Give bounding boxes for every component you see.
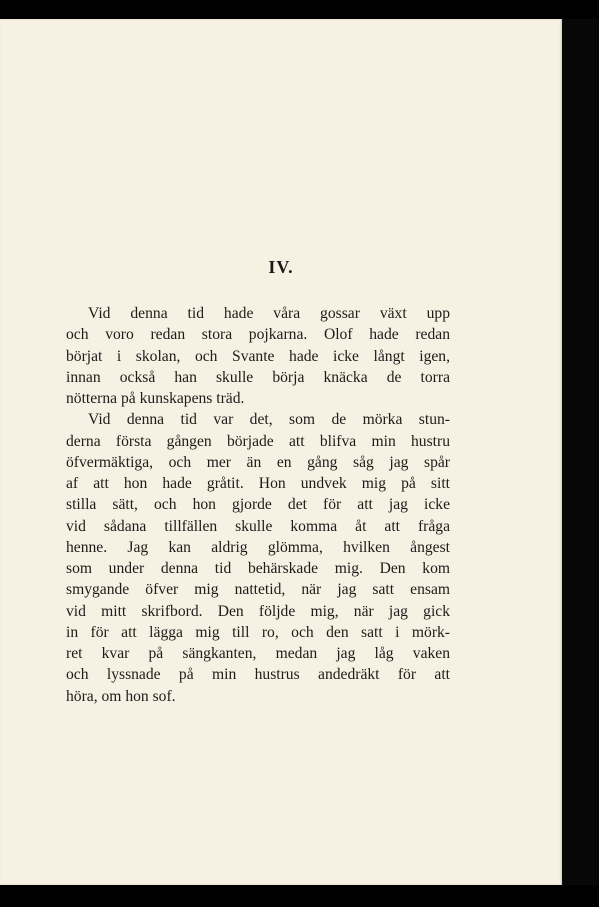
page-edge-shadow	[562, 19, 599, 885]
text-line: Vid denna tid var det, som de mörka stun-	[88, 411, 450, 429]
text-line: och lyssnade på min hustrus andedräkt för att	[66, 666, 450, 684]
text-line: in för att lägga mig till ro, och den satt i mörk-	[66, 623, 450, 641]
text-line: derna första gången började att blifva min hustru	[66, 432, 450, 450]
book-page	[0, 19, 562, 885]
text-line: innan också han skulle börja knäcka de torra	[66, 368, 450, 386]
text-line: börjat i skolan, och Svante hade icke långt igen,	[66, 347, 450, 365]
chapter-heading: IV.	[268, 257, 294, 277]
text-line: af att hon hade gråtit. Hon undvek mig på sitt	[66, 475, 450, 492]
body-text	[66, 303, 450, 707]
text-line: henne. Jag kan aldrig glömma, hvilken ångest	[66, 538, 450, 556]
text-line: smygande öfver mig nattetid, när jag satt ensam	[66, 581, 450, 599]
text-line: ret kvar på sängkanten, medan jag låg vaken	[66, 645, 450, 662]
text-line: Vid denna tid hade våra gossar växt upp	[88, 305, 450, 322]
text-line: vid mitt skrifbord. Den följde mig, när jag gick	[66, 602, 450, 620]
text-line: stilla sätt, och hon gjorde det för att jag icke	[66, 496, 450, 514]
text-line: öfvermäktiga, och mer än en gång såg jag spår	[66, 453, 450, 471]
text-line: som under denna tid behärskade mig. Den kom	[66, 560, 450, 577]
text-line: höra, om hon sof.	[66, 687, 176, 705]
text-line: vid sådana tillfällen skulle komma åt att fråga	[66, 517, 450, 535]
text-line: och voro redan stora pojkarna. Olof hade redan	[66, 326, 450, 344]
text-line: nötterna på kunskapens träd.	[66, 390, 245, 407]
